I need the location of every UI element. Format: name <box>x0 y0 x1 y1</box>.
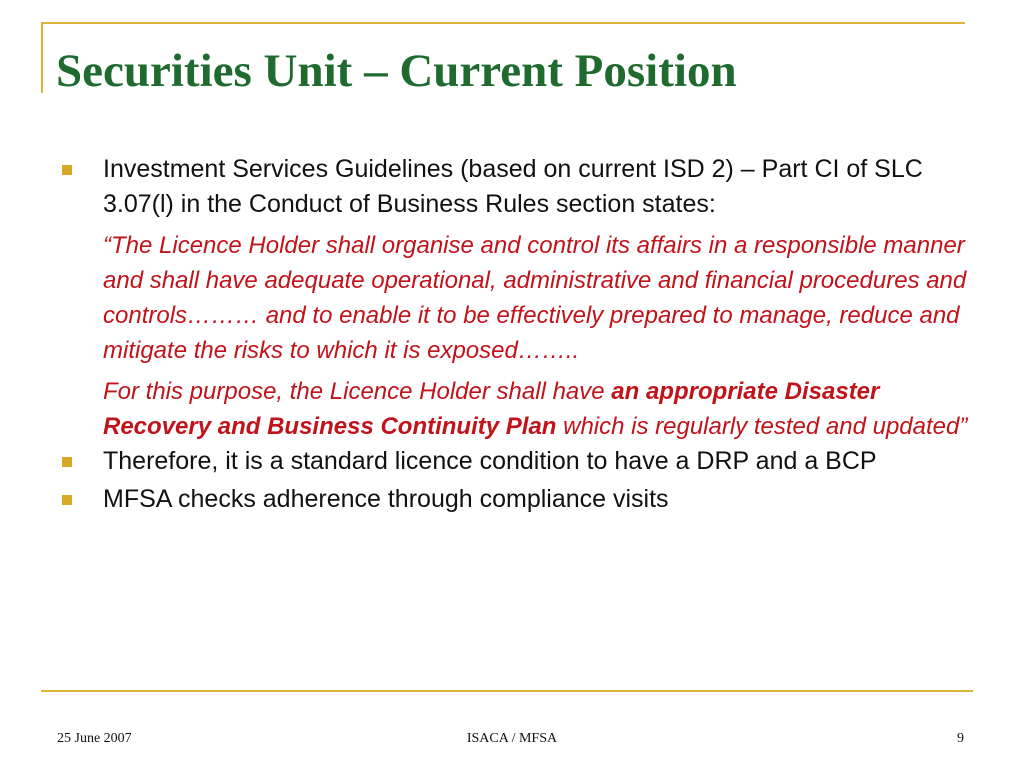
quote-text: which is regularly tested and updated” <box>556 413 968 440</box>
bullet-item <box>62 482 982 517</box>
quote-block <box>62 228 982 444</box>
quote-emphasis: an appropriate Disaster Recovery and Business Continuity Plan <box>103 378 880 440</box>
frame-left-line <box>41 22 43 93</box>
footer-center-text: ISACA / MFSA <box>466 731 558 746</box>
square-bullet-icon <box>62 495 72 505</box>
square-bullet-icon <box>62 457 72 467</box>
bullet-item <box>62 444 982 479</box>
bullet-item <box>62 152 982 222</box>
bullet-text: Therefore, it is a standard licence condition to have a DRP and a BCP <box>103 447 877 475</box>
footer-date: 25 June 2007 <box>57 731 132 746</box>
page-number: 9 <box>957 731 964 746</box>
quote-text: For this purpose, the Licence Holder shall have <box>103 378 612 405</box>
slide-title: Securities Unit – Current Position <box>56 45 737 97</box>
bullet-list <box>62 152 982 517</box>
square-bullet-icon <box>62 165 72 175</box>
quote-paragraph <box>103 374 982 444</box>
bullet-text: Investment Services Guidelines (based on current ISD 2) – Part CI of SLC 3.07(l) in the Conduct of Business Rules section states: <box>103 155 923 218</box>
footer-divider <box>41 690 973 692</box>
bullet-text: MFSA checks adherence through compliance visits <box>103 485 669 513</box>
quote-paragraph: “The Licence Holder shall organise and control its affairs in a responsible manner and shall have adequate operational, administrative and financial procedures and controls……… and to enable it to be effectively prepared to manage, reduce and mitigate the risks to which it is exposed…….. <box>103 232 967 364</box>
frame-top-line <box>41 22 965 24</box>
